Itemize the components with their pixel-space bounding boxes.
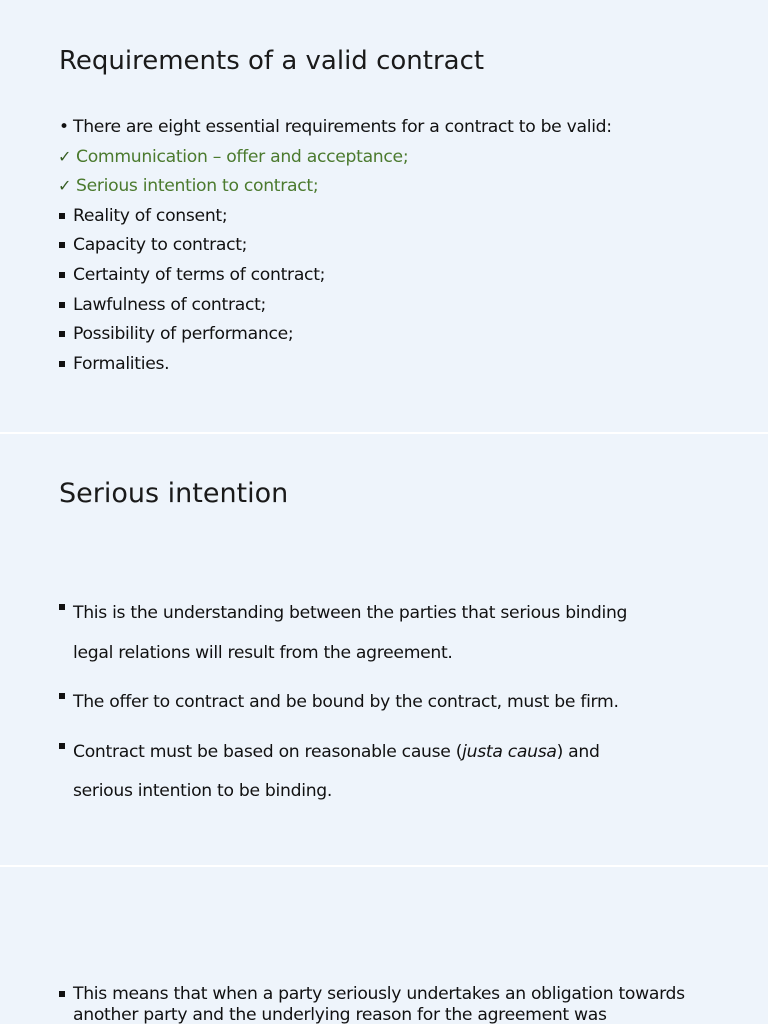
slide-title: Requirements of a valid contract [59,46,485,76]
serious-intention-list [59,594,713,822]
square-bullet-icon [59,242,65,248]
checked-item-text: Communication – offer and acceptance; [76,146,409,167]
slide-serious-intention [0,434,768,865]
checked-item-text: Serious intention to contract; [76,176,319,197]
list-item-text: This is the understanding between the parties that serious binding [73,603,628,623]
slide-requirements [0,0,768,432]
intro-text: There are eight essential requirements for a contract to be valid: [73,117,612,137]
square-bullet-icon [59,743,65,749]
list-item-text: The offer to contract and be bound by the contract, must be firm. [73,692,619,712]
slide-partial [0,867,768,1024]
list-item [59,233,612,263]
list-item-text: Possibility of performance; [73,324,294,345]
square-bullet-icon [59,213,65,219]
list-item-text: Capacity to contract; [73,235,248,256]
list-item-intro [59,115,612,145]
square-bullet-icon [59,991,65,997]
square-bullet-icon [59,331,65,337]
list-item [59,683,713,723]
list-item-text-continued: serious intention to be binding. [73,781,333,801]
list-item [59,984,723,1024]
list-item-text-continued: legal relations will result from the agreement. [73,642,453,663]
list-item-text: This means that when a party seriously undertakes an obligation towards [73,984,685,1004]
list-item-text-continued: another party and the underlying reason for the agreement was [73,1005,607,1024]
list-item [59,263,612,293]
list-item-checked [59,145,612,175]
checkmark-icon: ✓ [58,146,72,166]
list-item-text [73,733,713,773]
list-item-checked [59,174,612,204]
list-item-text: Lawfulness of contract; [73,294,267,315]
list-item [59,322,612,352]
list-item-text: Certainty of terms of contract; [73,264,326,285]
list-item [59,204,612,234]
square-bullet-icon [59,361,65,367]
requirements-list [59,115,612,381]
checkmark-icon: ✓ [58,176,72,196]
text-segment: ) and [556,741,600,762]
list-item [59,293,612,323]
square-bullet-icon [59,272,65,278]
square-bullet-icon [59,604,65,610]
square-bullet-icon [59,693,65,699]
list-item [59,352,612,382]
square-bullet-icon [59,302,65,308]
list-item [59,733,713,812]
list-item-text: Reality of consent; [73,205,228,226]
list-item-text: Formalities. [73,353,170,374]
slide-title: Serious intention [59,478,289,509]
text-segment: Contract must be based on reasonable cause ( [73,741,463,762]
partial-list [59,984,723,1024]
bullet-dot-icon: • [59,117,69,137]
latin-term: justa causa [462,741,557,762]
list-item [59,594,713,673]
